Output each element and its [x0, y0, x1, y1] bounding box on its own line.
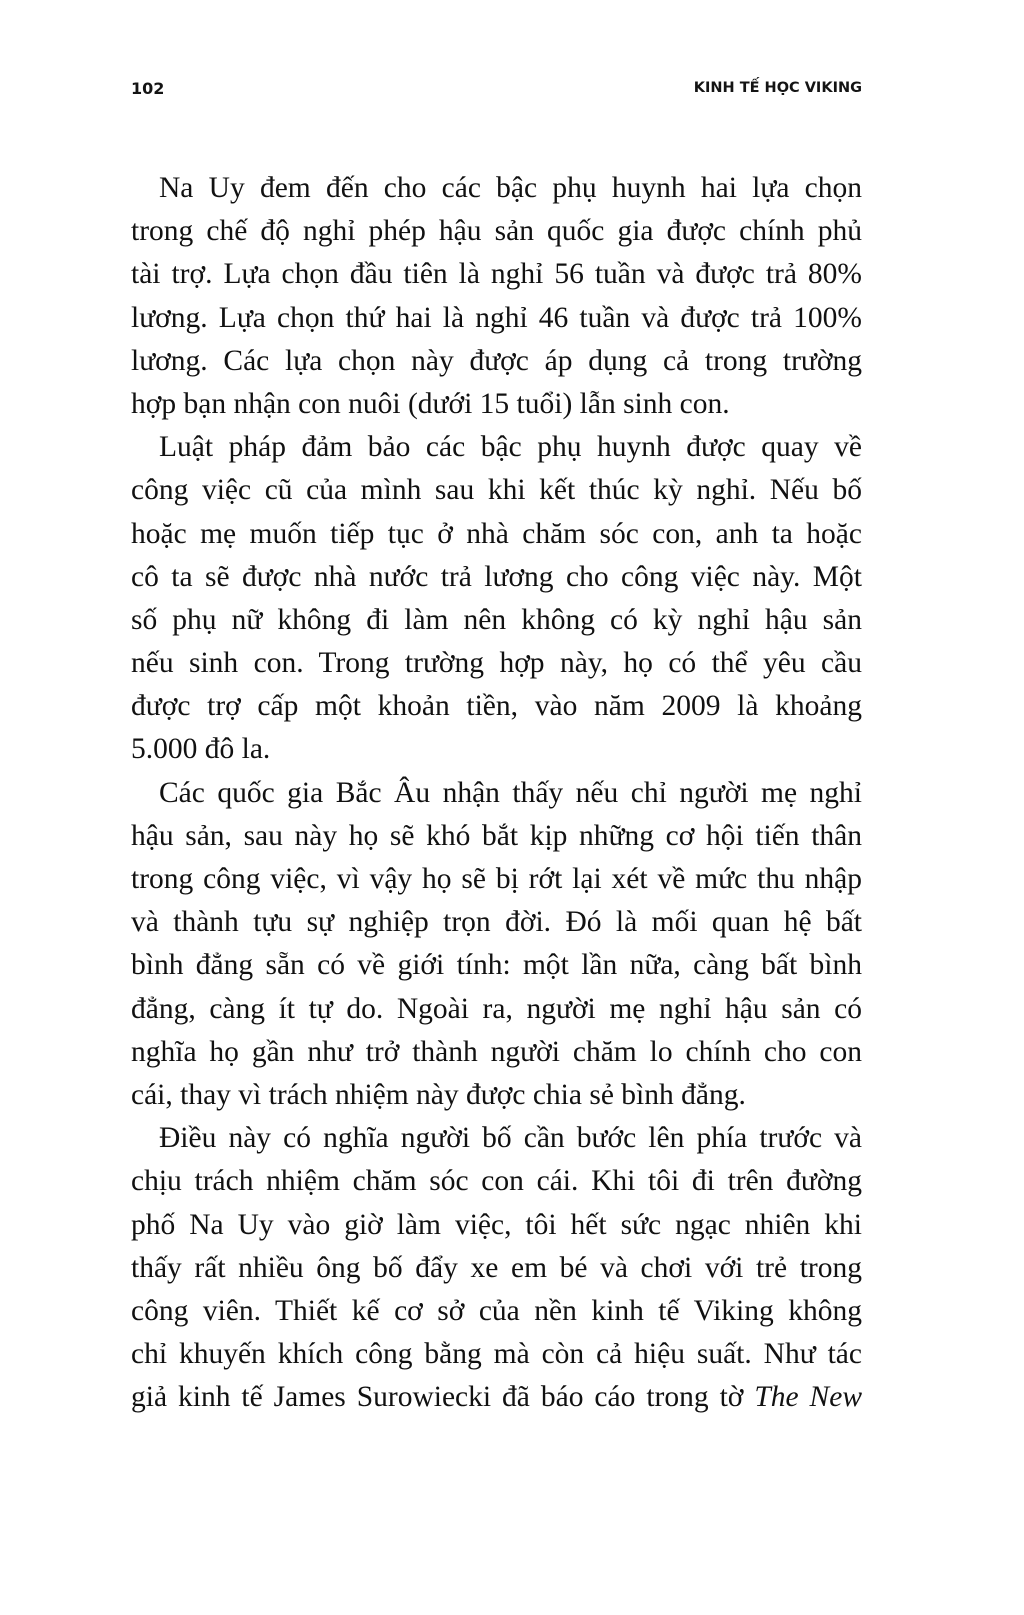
- text-line: Điều này có nghĩa người bố cần bước lên phía trước và: [159, 1122, 862, 1155]
- text-line: trong công việc, vì vậy họ sẽ bị rớt lại xét về mức thu nhập: [131, 863, 862, 895]
- paragraph: [131, 1117, 862, 1419]
- text-line: hậu sản, sau này họ sẽ khó bắt kịp những cơ hội tiến thân: [131, 819, 862, 852]
- text-line: lương. Lựa chọn thứ hai là nghỉ 46 tuần và được trả 100%: [131, 301, 862, 334]
- text-line: Các quốc gia Bắc Âu nhận thấy nếu chỉ người mẹ nghỉ: [159, 776, 862, 809]
- paragraph: [131, 772, 862, 1118]
- text-line: chỉ khuyến khích công bằng mà còn cả hiệu suất. Như tác: [131, 1338, 862, 1371]
- page-number: 102: [131, 78, 165, 98]
- publication-title: The New: [754, 1381, 863, 1414]
- text-line: [131, 1376, 862, 1419]
- page-body: [131, 167, 862, 1419]
- text-line: hợp bạn nhận con nuôi (dưới 15 tuổi) lẫn sinh con.: [131, 387, 730, 420]
- text-line-prefix: giả kinh tế James Surowiecki đã báo cáo trong tờ: [131, 1381, 755, 1414]
- text-line: công viên. Thiết kế cơ sở của nền kinh tế Viking không: [131, 1294, 862, 1327]
- running-header: [131, 76, 862, 100]
- text-line: đẳng, càng ít tự do. Ngoài ra, người mẹ nghỉ hậu sản có: [131, 992, 862, 1025]
- paragraph: [131, 167, 862, 426]
- text-line: công việc cũ của mình sau khi kết thúc kỳ nghỉ. Nếu bố: [131, 474, 862, 507]
- text-line: nghĩa họ gần như trở thành người chăm lo chính cho con: [131, 1035, 862, 1068]
- running-title: KINH TẾ HỌC VIKING: [693, 80, 862, 96]
- text-line: và thành tựu sự nghiệp trọn đời. Đó là mối quan hệ bất: [131, 906, 862, 939]
- text-line: nếu sinh con. Trong trường hợp này, họ có thể yêu cầu: [131, 647, 862, 680]
- text-line: được trợ cấp một khoản tiền, vào năm 2009 là khoảng: [131, 690, 862, 723]
- text-line: thấy rất nhiều ông bố đẩy xe em bé và chơi với trẻ trong: [131, 1251, 862, 1284]
- paragraph: [131, 426, 862, 772]
- text-line: trong chế độ nghỉ phép hậu sản quốc gia được chính phủ: [131, 215, 862, 248]
- text-line: lương. Các lựa chọn này được áp dụng cả trong trường: [131, 344, 862, 377]
- text-line: hoặc mẹ muốn tiếp tục ở nhà chăm sóc con, anh ta hoặc: [131, 517, 862, 550]
- text-line: cái, thay vì trách nhiệm này được chia sẻ bình đẳng.: [131, 1078, 746, 1111]
- text-line: tài trợ. Lựa chọn đầu tiên là nghỉ 56 tuần và được trả 80%: [131, 258, 862, 291]
- text-line: cô ta sẽ được nhà nước trả lương cho công việc này. Một: [131, 560, 862, 593]
- text-line: 5.000 đô la.: [131, 733, 271, 766]
- text-line: Luật pháp đảm bảo các bậc phụ huynh được quay về: [159, 431, 862, 464]
- text-line: phố Na Uy vào giờ làm việc, tôi hết sức ngạc nhiên khi: [131, 1208, 862, 1241]
- text-line: bình đẳng sẵn có về giới tính: một lần nữa, càng bất bình: [131, 949, 862, 982]
- text-line: chịu trách nhiệm chăm sóc con cái. Khi tôi đi trên đường: [131, 1165, 862, 1198]
- text-line: Na Uy đem đến cho các bậc phụ huynh hai lựa chọn: [159, 172, 862, 204]
- text-line: số phụ nữ không đi làm nên không có kỳ nghỉ hậu sản: [131, 603, 862, 636]
